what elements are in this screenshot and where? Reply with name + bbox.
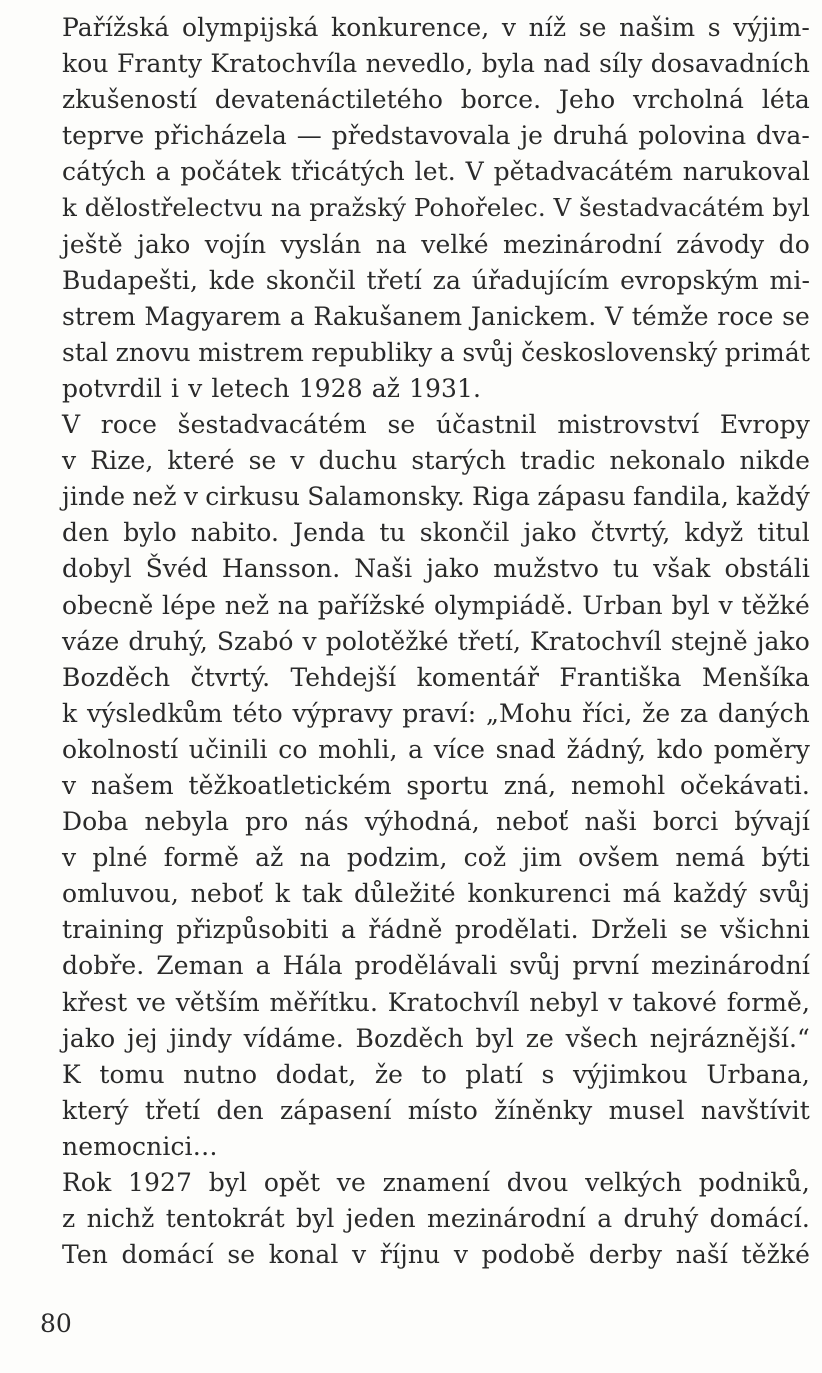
text-line: dobyl Švéd Hansson. Naši jako mužstvo tu však obstáli (62, 554, 810, 584)
text-line: nemocnici… (62, 1131, 218, 1161)
text-line: den bylo nabito. Jenda tu skončil jako čtvrtý, když titul (62, 518, 810, 548)
text-line: v plné formě až na podzim, což jim ovšem nemá býti (62, 843, 810, 873)
text-line: Pařížská olympijská konkurence, v níž se našim s výjim- (62, 13, 810, 42)
text-line: kou Franty Kratochvíla nevedlo, byla nad síly dosavadních (62, 49, 810, 79)
text-line: omluvou, neboť k tak důležité konkurenci má každý svůj (62, 879, 810, 909)
text-line: dobře. Zeman a Hála prodělávali svůj první mezinárodní (62, 951, 810, 981)
text-line: Doba nebyla pro nás výhodná, neboť naši borci bývají (62, 807, 810, 837)
text-line: Bozděch čtvrtý. Tehdejší komentář Františka Menšíka (62, 662, 810, 692)
text-line: ještě jako vojín vyslán na velké mezinárodní závody do (62, 229, 810, 259)
text-line: teprve přicházela — představovala je druhá polovina dva- (62, 121, 810, 151)
text-line: potvrdil i v letech 1928 až 1931. (62, 373, 482, 403)
text-line: k dělostřelectvu na pražský Pohořelec. V šestadvacátém byl (62, 193, 810, 223)
text-line: V roce šestadvacátém se účastnil mistrovství Evropy (62, 410, 810, 440)
paragraph (62, 407, 810, 1165)
text-line: váze druhý, Szabó v polotěžké třetí, Kratochvíl stejně jako (62, 626, 810, 656)
text-line: jako jej jindy vídáme. Bozděch byl ze všech nejráznější.“ (62, 1023, 810, 1053)
text-line: obecně lépe než na pařížské olympiádě. Urban byl v těžké (62, 590, 810, 620)
text-line: K tomu nutno dodat, že to platí s výjimkou Urbana, (62, 1059, 810, 1089)
text-line: strem Magyarem a Rakušanem Janickem. V témže roce se (62, 301, 810, 331)
page-number: 80 (40, 1309, 72, 1338)
text-line: training přizpůsobiti a řádně prodělati. Drželi se všichni (62, 915, 810, 945)
text-line: v našem těžkoatletickém sportu zná, nemohl očekávati. (62, 770, 810, 800)
body-text (62, 10, 810, 1273)
text-line: jinde než v cirkusu Salamonsky. Riga zápasu fandila, každý (62, 482, 810, 512)
text-line: z nichž tentokrát byl jeden mezinárodní a druhý domácí. (62, 1204, 810, 1234)
text-line: k výsledkům této výpravy praví: „Mohu říci, že za daných (62, 698, 810, 728)
text-line: zkušeností devatenáctiletého borce. Jeho vrcholná léta (62, 85, 810, 115)
text-line: stal znovu mistrem republiky a svůj československý primát (62, 337, 810, 367)
text-line: cátých a počátek třicátých let. V pětadvacátém narukoval (62, 157, 810, 187)
text-line: Rok 1927 byl opět ve znamení dvou velkých podniků, (62, 1168, 810, 1197)
text-line: křest ve větším měřítku. Kratochvíl nebyl v takové formě, (62, 987, 810, 1017)
text-line: který třetí den zápasení místo žíněnky musel navštívit (62, 1095, 810, 1125)
paragraph (62, 1165, 810, 1273)
text-line: v Rize, které se v duchu starých tradic nekonalo nikde (62, 446, 810, 476)
text-line: Budapešti, kde skončil třetí za úřadujícím evropským mi- (62, 265, 810, 295)
text-line: okolností učinili co mohli, a více snad žádný, kdo poměry (62, 734, 810, 764)
paragraph (62, 10, 810, 407)
text-line: Ten domácí se konal v říjnu v podobě derby naší těžké (62, 1240, 810, 1270)
